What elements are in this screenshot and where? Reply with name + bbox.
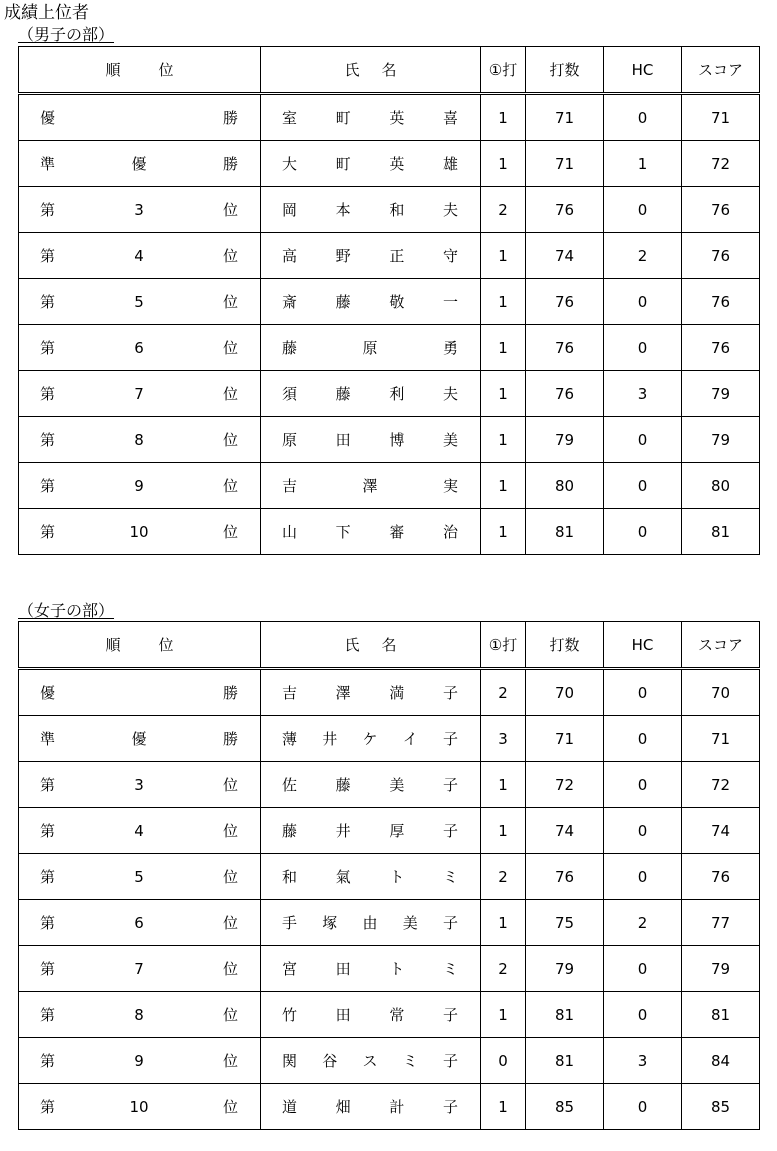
score-cell: 76 <box>682 279 760 325</box>
table-row <box>19 463 760 509</box>
table-row <box>19 808 760 854</box>
table-body <box>19 669 760 1130</box>
score-cell: 72 <box>682 141 760 187</box>
player-name-cell: 岡 本 和 夫 <box>261 187 481 233</box>
first-hole-cell: 1 <box>481 1084 526 1130</box>
women-section-title: （女子の部） <box>18 601 115 620</box>
table-row <box>19 1038 760 1084</box>
first-hole-cell: 2 <box>481 946 526 992</box>
strokes-cell: 74 <box>526 808 604 854</box>
player-name-cell: 関 谷 ス ミ 子 <box>261 1038 481 1084</box>
player-name-cell: 和 氣 ト ミ <box>261 854 481 900</box>
page-title: 成績上位者 <box>4 3 89 23</box>
rank-cell: 第 3 位 <box>19 187 261 233</box>
hc-cell: 2 <box>604 233 682 279</box>
rank-cell: 優 勝 <box>19 669 261 716</box>
rank-cell: 準 優 勝 <box>19 141 261 187</box>
player-name-cell: 竹 田 常 子 <box>261 992 481 1038</box>
strokes-cell: 71 <box>526 716 604 762</box>
strokes-cell: 79 <box>526 946 604 992</box>
table-row <box>19 94 760 141</box>
player-name-cell: 道 畑 計 子 <box>261 1084 481 1130</box>
rank-cell: 第 7 位 <box>19 946 261 992</box>
rank-cell: 第 8 位 <box>19 992 261 1038</box>
first-hole-cell: 1 <box>481 417 526 463</box>
player-name-cell: 藤 原 勇 <box>261 325 481 371</box>
strokes-cell: 75 <box>526 900 604 946</box>
hc-cell: 1 <box>604 141 682 187</box>
strokes-cell: 76 <box>526 325 604 371</box>
strokes-cell: 80 <box>526 463 604 509</box>
first-hole-cell: 1 <box>481 463 526 509</box>
rank-cell: 第 3 位 <box>19 762 261 808</box>
player-name-cell: 原 田 博 美 <box>261 417 481 463</box>
strokes-cell: 76 <box>526 371 604 417</box>
rank-cell: 第 8 位 <box>19 417 261 463</box>
table-row <box>19 946 760 992</box>
header-score: スコア <box>682 622 760 669</box>
score-cell: 84 <box>682 1038 760 1084</box>
strokes-cell: 76 <box>526 854 604 900</box>
women-results-table <box>18 621 760 1130</box>
header-hc: HC <box>604 622 682 669</box>
first-hole-cell: 1 <box>481 900 526 946</box>
score-cell: 70 <box>682 669 760 716</box>
table-row <box>19 233 760 279</box>
table-row <box>19 716 760 762</box>
rank-cell: 第 10 位 <box>19 509 261 555</box>
score-cell: 76 <box>682 854 760 900</box>
strokes-cell: 76 <box>526 187 604 233</box>
hc-cell: 0 <box>604 279 682 325</box>
strokes-cell: 85 <box>526 1084 604 1130</box>
table-row <box>19 325 760 371</box>
first-hole-cell: 1 <box>481 509 526 555</box>
hc-cell: 0 <box>604 94 682 141</box>
table-row <box>19 992 760 1038</box>
header-name: 氏 名 <box>261 47 481 94</box>
first-hole-cell: 2 <box>481 669 526 716</box>
header-score: スコア <box>682 47 760 94</box>
player-name-cell: 吉 澤 満 子 <box>261 669 481 716</box>
player-name-cell: 山 下 審 治 <box>261 509 481 555</box>
header-hc: HC <box>604 47 682 94</box>
rank-cell: 第 6 位 <box>19 900 261 946</box>
first-hole-cell: 2 <box>481 854 526 900</box>
player-name-cell: 高 野 正 守 <box>261 233 481 279</box>
first-hole-cell: 1 <box>481 992 526 1038</box>
score-cell: 76 <box>682 187 760 233</box>
first-hole-cell: 1 <box>481 371 526 417</box>
table-row <box>19 279 760 325</box>
first-hole-cell: 3 <box>481 716 526 762</box>
header-first-hole: ①打 <box>481 622 526 669</box>
first-hole-cell: 1 <box>481 279 526 325</box>
strokes-cell: 71 <box>526 141 604 187</box>
player-name-cell: 藤 井 厚 子 <box>261 808 481 854</box>
player-name-cell: 薄 井 ケ イ 子 <box>261 716 481 762</box>
player-name-cell: 吉 澤 実 <box>261 463 481 509</box>
score-cell: 79 <box>682 946 760 992</box>
score-cell: 71 <box>682 716 760 762</box>
table-row <box>19 371 760 417</box>
rank-cell: 第 9 位 <box>19 1038 261 1084</box>
hc-cell: 0 <box>604 946 682 992</box>
score-cell: 80 <box>682 463 760 509</box>
strokes-cell: 81 <box>526 1038 604 1084</box>
hc-cell: 0 <box>604 417 682 463</box>
player-name-cell: 斎 藤 敬 一 <box>261 279 481 325</box>
strokes-cell: 81 <box>526 992 604 1038</box>
header-rank: 順 位 <box>19 622 261 669</box>
player-name-cell: 宮 田 ト ミ <box>261 946 481 992</box>
score-cell: 85 <box>682 1084 760 1130</box>
score-cell: 81 <box>682 509 760 555</box>
score-cell: 71 <box>682 94 760 141</box>
hc-cell: 3 <box>604 1038 682 1084</box>
hc-cell: 0 <box>604 463 682 509</box>
rank-cell: 第 5 位 <box>19 854 261 900</box>
hc-cell: 0 <box>604 716 682 762</box>
player-name-cell: 須 藤 利 夫 <box>261 371 481 417</box>
first-hole-cell: 1 <box>481 94 526 141</box>
hc-cell: 0 <box>604 808 682 854</box>
table-row <box>19 187 760 233</box>
hc-cell: 0 <box>604 669 682 716</box>
player-name-cell: 佐 藤 美 子 <box>261 762 481 808</box>
rank-cell: 第 6 位 <box>19 325 261 371</box>
hc-cell: 0 <box>604 1084 682 1130</box>
rank-cell: 第 9 位 <box>19 463 261 509</box>
hc-cell: 0 <box>604 854 682 900</box>
rank-cell: 第 5 位 <box>19 279 261 325</box>
rank-cell: 準 優 勝 <box>19 716 261 762</box>
men-results-table <box>18 46 760 555</box>
first-hole-cell: 1 <box>481 233 526 279</box>
strokes-cell: 72 <box>526 762 604 808</box>
hc-cell: 3 <box>604 371 682 417</box>
header-row <box>19 622 760 669</box>
header-strokes: 打数 <box>526 622 604 669</box>
table-body <box>19 94 760 555</box>
table-row <box>19 141 760 187</box>
hc-cell: 0 <box>604 762 682 808</box>
rank-cell: 第 4 位 <box>19 808 261 854</box>
header-rank: 順 位 <box>19 47 261 94</box>
hc-cell: 0 <box>604 325 682 371</box>
header-name: 氏 名 <box>261 622 481 669</box>
score-cell: 76 <box>682 233 760 279</box>
table-row <box>19 669 760 716</box>
first-hole-cell: 2 <box>481 187 526 233</box>
strokes-cell: 79 <box>526 417 604 463</box>
header-strokes: 打数 <box>526 47 604 94</box>
rank-cell: 第 7 位 <box>19 371 261 417</box>
score-cell: 77 <box>682 900 760 946</box>
hc-cell: 2 <box>604 900 682 946</box>
hc-cell: 0 <box>604 992 682 1038</box>
score-cell: 72 <box>682 762 760 808</box>
strokes-cell: 71 <box>526 94 604 141</box>
strokes-cell: 70 <box>526 669 604 716</box>
score-cell: 79 <box>682 417 760 463</box>
first-hole-cell: 1 <box>481 762 526 808</box>
table-row <box>19 762 760 808</box>
score-cell: 74 <box>682 808 760 854</box>
strokes-cell: 74 <box>526 233 604 279</box>
score-cell: 79 <box>682 371 760 417</box>
first-hole-cell: 1 <box>481 141 526 187</box>
first-hole-cell: 1 <box>481 808 526 854</box>
first-hole-cell: 0 <box>481 1038 526 1084</box>
rank-cell: 第 4 位 <box>19 233 261 279</box>
table-row <box>19 509 760 555</box>
table-row <box>19 854 760 900</box>
rank-cell: 第 10 位 <box>19 1084 261 1130</box>
hc-cell: 0 <box>604 509 682 555</box>
player-name-cell: 大 町 英 雄 <box>261 141 481 187</box>
score-cell: 76 <box>682 325 760 371</box>
strokes-cell: 81 <box>526 509 604 555</box>
player-name-cell: 室 町 英 喜 <box>261 94 481 141</box>
hc-cell: 0 <box>604 187 682 233</box>
table-row <box>19 900 760 946</box>
first-hole-cell: 1 <box>481 325 526 371</box>
rank-cell: 優 勝 <box>19 94 261 141</box>
player-name-cell: 手 塚 由 美 子 <box>261 900 481 946</box>
table-row <box>19 1084 760 1130</box>
men-section-title: （男子の部） <box>18 25 115 44</box>
table-row <box>19 417 760 463</box>
strokes-cell: 76 <box>526 279 604 325</box>
score-cell: 81 <box>682 992 760 1038</box>
header-first-hole: ①打 <box>481 47 526 94</box>
header-row <box>19 47 760 94</box>
